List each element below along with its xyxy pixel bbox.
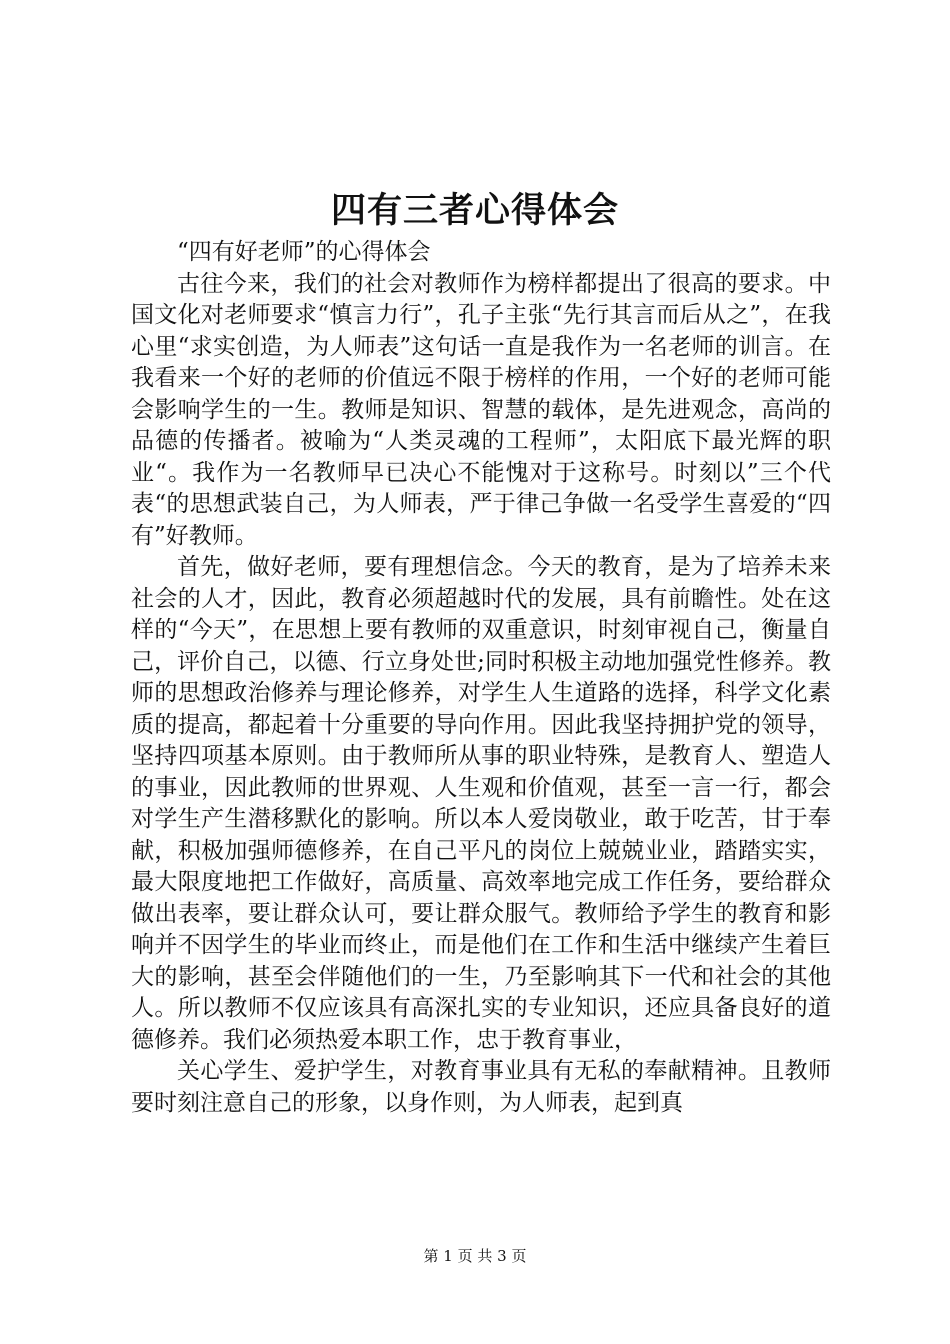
body-paragraph-1: 古往今来，我们的社会对教师作为榜样都提出了很高的要求。中国文化对老师要求“慎言力行”，孔子主张“先行其言而后从之”，在我心里“求实创造，为人师表”这句话一直是我作为一名老师的训言。在我看来一个好的老师的价值远不限于榜样的作用，一个好的老师可能会影响学生的一生。教师是知识、智慧的载体，是先进观念，高尚的品德的传播者。被喻为“人类灵魂的工程师”，太阳底下最光辉的职业“。我作为一名教师早已决心不能愧对于这称号。时刻以”三个代表“的思想武装自己，为人师表，严于律己争做一名受学生喜爱的“四有”好教师。 [131,270,831,549]
document-body [131,237,831,1119]
document-title: 四有三者心得体会 [330,190,619,231]
body-paragraph-3: 关心学生、爱护学生，对教育事业具有无私的奉献精神。且教师要时刻注意自己的形象，以身作则，为人师表，起到真 [131,1058,831,1116]
page-footer: 第 1 页 共 3 页 [423,1247,527,1265]
subtitle-paragraph: “四有好老师”的心得体会 [177,239,431,265]
body-paragraph-2: 首先，做好老师，要有理想信念。今天的教育，是为了培养未来社会的人才，因此，教育必须超越时代的发展，具有前瞻性。处在这样的“今天”，在思想上要有教师的双重意识，时刻审视自己，衡量自己，评价自己，以德、行立身处世;同时积极主动地加强党性修养。教师的思想政治修养与理论修养，对学生人生道路的选择，科学文化素质的提高，都起着十分重要的导向作用。因此我坚持拥护党的领导，坚持四项基本原则。由于教师所从事的职业特殊，是教育人、塑造人的事业，因此教师的世界观、人生观和价值观，甚至一言一行，都会对学生产生潜移默化的影响。所以本人爱岗敬业，敢于吃苦，甘于奉献，积极加强师德修养，在自己平凡的岗位上兢兢业业，踏踏实实，最大限度地把工作做好，高质量、高效率地完成工作任务，要给群众做出表率，要让群众认可，要让群众服气。教师给予学生的教育和影响并不因学生的毕业而终止，而是他们在工作和生活中继续产生着巨大的影响，甚至会伴随他们的一生，乃至影响其下一代和社会的其他人。所以教师不仅应该具有高深扎实的专业知识，还应具备良好的道德修养。我们必须热爱本职工作，忠于教育事业， [131,554,831,1053]
